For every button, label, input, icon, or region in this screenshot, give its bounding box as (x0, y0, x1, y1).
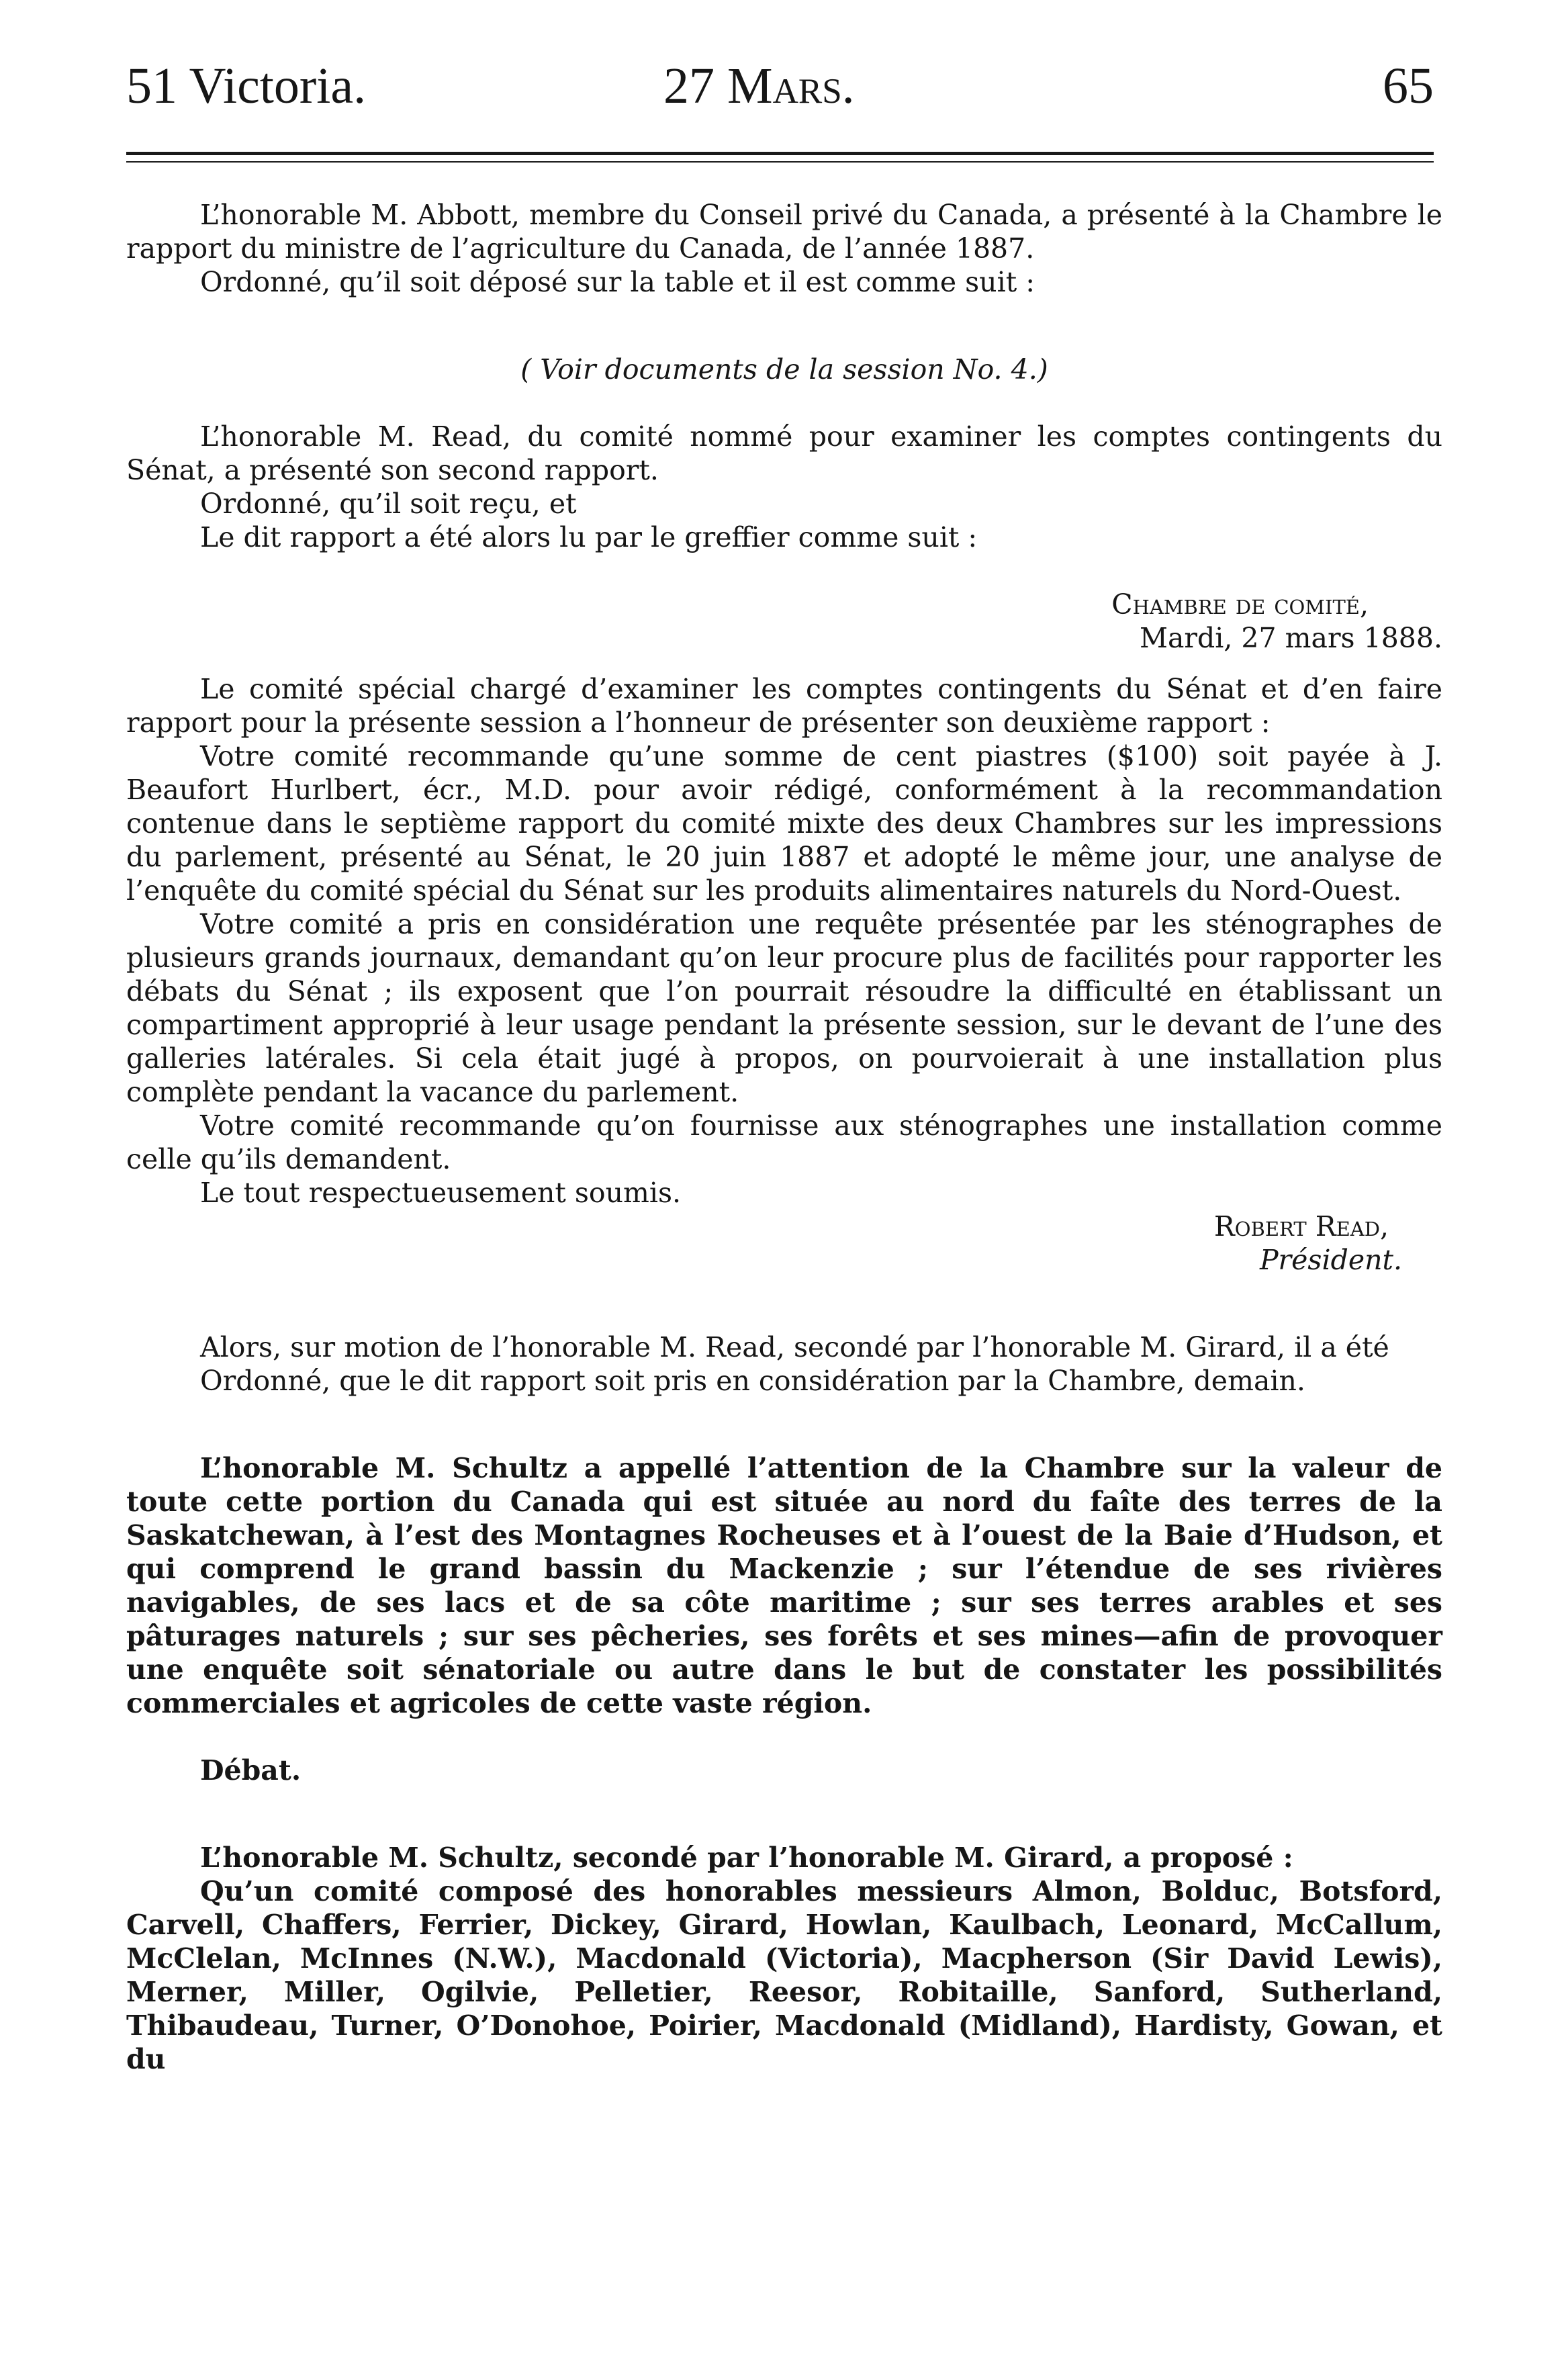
header-rule-thin (126, 161, 1434, 163)
signer-name: Robert Read, (1213, 1210, 1389, 1242)
page-header (126, 57, 1434, 138)
paragraph-schultz-propose: L’honorable M. Schultz, secondé par l’honorable M. Girard, a proposé : (200, 1842, 1293, 1874)
paragraph-debat: Débat. (200, 1754, 302, 1786)
page-body (126, 198, 1442, 2076)
report-paragraph-4: Votre comité recommande qu’on fournisse aux sténographes une installation comme celle qu’ils demandent. (126, 1109, 1442, 1175)
report-date: Mardi, 27 mars 1888. (1139, 622, 1442, 654)
paragraph-voir-documents: ( Voir documents de la session No. 4.) (520, 353, 1048, 386)
report-paragraph-1: Le comité spécial chargé d’examiner les comptes contingents du Sénat et d’en faire rapport pour la présente session a l’honneur de présenter son deuxième rapport : (126, 673, 1442, 739)
paragraph-comite-membres: Qu’un comité composé des honorables messieurs Almon, Bolduc, Botsford, Carvell, Chaffers, Ferrier, Dickey, Girard, Howlan, Kaulbach, Leonard, McCallum, McClelan, McInnes (N.W.), Macdonald (Victoria), Macpherson (Sir David Lewis), Merner, Miller, Ogilvie, Pelletier, Reesor, Robitaille, Sanford, Sutherland, Thibaudeau, Turner, O’Donohoe, Poirier, Macdonald (Midland), Hardisty, Gowan, et du (126, 1875, 1442, 2075)
header-rule-thick (126, 152, 1434, 155)
report-paragraph-3: Votre comité a pris en considération une requête présentée par les sténographes de plusieurs grands journaux, demandant qu’on leur procure plus de facilités pour rapporter les débats du Sénat ; ils exposent que l’on pourrait résoudre la difficulté en établissant un compartiment approprié à leur usage pendant la présente session, sur le devant de l’une des galleries latérales. Si cela était jugé à propos, on pourvoierait à une installation plus complète pendant la vacance du parlement. (126, 908, 1442, 1108)
report-paragraph-2: Votre comité recommande qu’une somme de cent piastres ($100) soit payée à J. Beaufort Hurlbert, écr., M.D. pour avoir rédigé, conformément à la recommandation contenue dans le septième rapport du comité mixte des deux Chambres sur les impressions du parlement, présenté au Sénat, le 20 juin 1887 et adopté le même jour, une analyse de l’enquête du comité spécial du Sénat sur les produits alimentaires naturels du Nord-Ouest. (126, 740, 1442, 907)
page-number: 65 (1383, 58, 1434, 114)
paragraph-lu-greffier: Le dit rapport a été alors lu par le greffier comme suit : (200, 521, 978, 553)
paragraph-read-rapport: L’honorable M. Read, du comité nommé pour examiner les comptes contingents du Sénat, a présenté son second rapport. (126, 420, 1442, 486)
paragraph-schultz-attention: L’honorable M. Schultz a appellé l’attention de la Chambre sur la valeur de toute cette portion du Canada qui est située au nord du faîte des terres de la Saskatchewan, à l’est des Montagnes Rocheuses et à l’ouest de la Baie d’Hudson, et qui comprend le grand bassin du Mackenzie ; sur l’étendue de ses rivières navigables, de ses lacs et de sa côte maritime ; sur ses terres arables et ses pâturages naturels ; sur ses pêcheries, ses forêts et ses mines—afin de provoquer une enquête soit sénatoriale ou autre dans le but de constater les possibilités commerciales et agricoles de cette vaste région. (126, 1452, 1442, 1719)
paragraph-ordonne-depose: Ordonné, qu’il soit déposé sur la table et il est comme suit : (200, 266, 1035, 298)
header-date: 27 Mars. (663, 58, 855, 114)
paragraph-motion-read: Alors, sur motion de l’honorable M. Read, secondé par l’honorable M. Girard, il a été (200, 1331, 1389, 1363)
signer-title: Président. (1259, 1244, 1402, 1276)
paragraph-ordonne-recu: Ordonné, qu’il soit reçu, et (200, 488, 577, 520)
paragraph-abbott: L’honorable M. Abbott, membre du Conseil privé du Canada, a présenté à la Chambre le rapport du ministre de l’agriculture du Canada, de l’année 1887. (126, 199, 1442, 265)
report-place: Chambre de comité, (1111, 588, 1369, 621)
paragraph-ordonne-consideration: Ordonné, que le dit rapport soit pris en considération par la Chambre, demain. (200, 1365, 1305, 1397)
report-closing: Le tout respectueusement soumis. (200, 1177, 682, 1209)
header-session: 51 Victoria. (126, 58, 367, 114)
